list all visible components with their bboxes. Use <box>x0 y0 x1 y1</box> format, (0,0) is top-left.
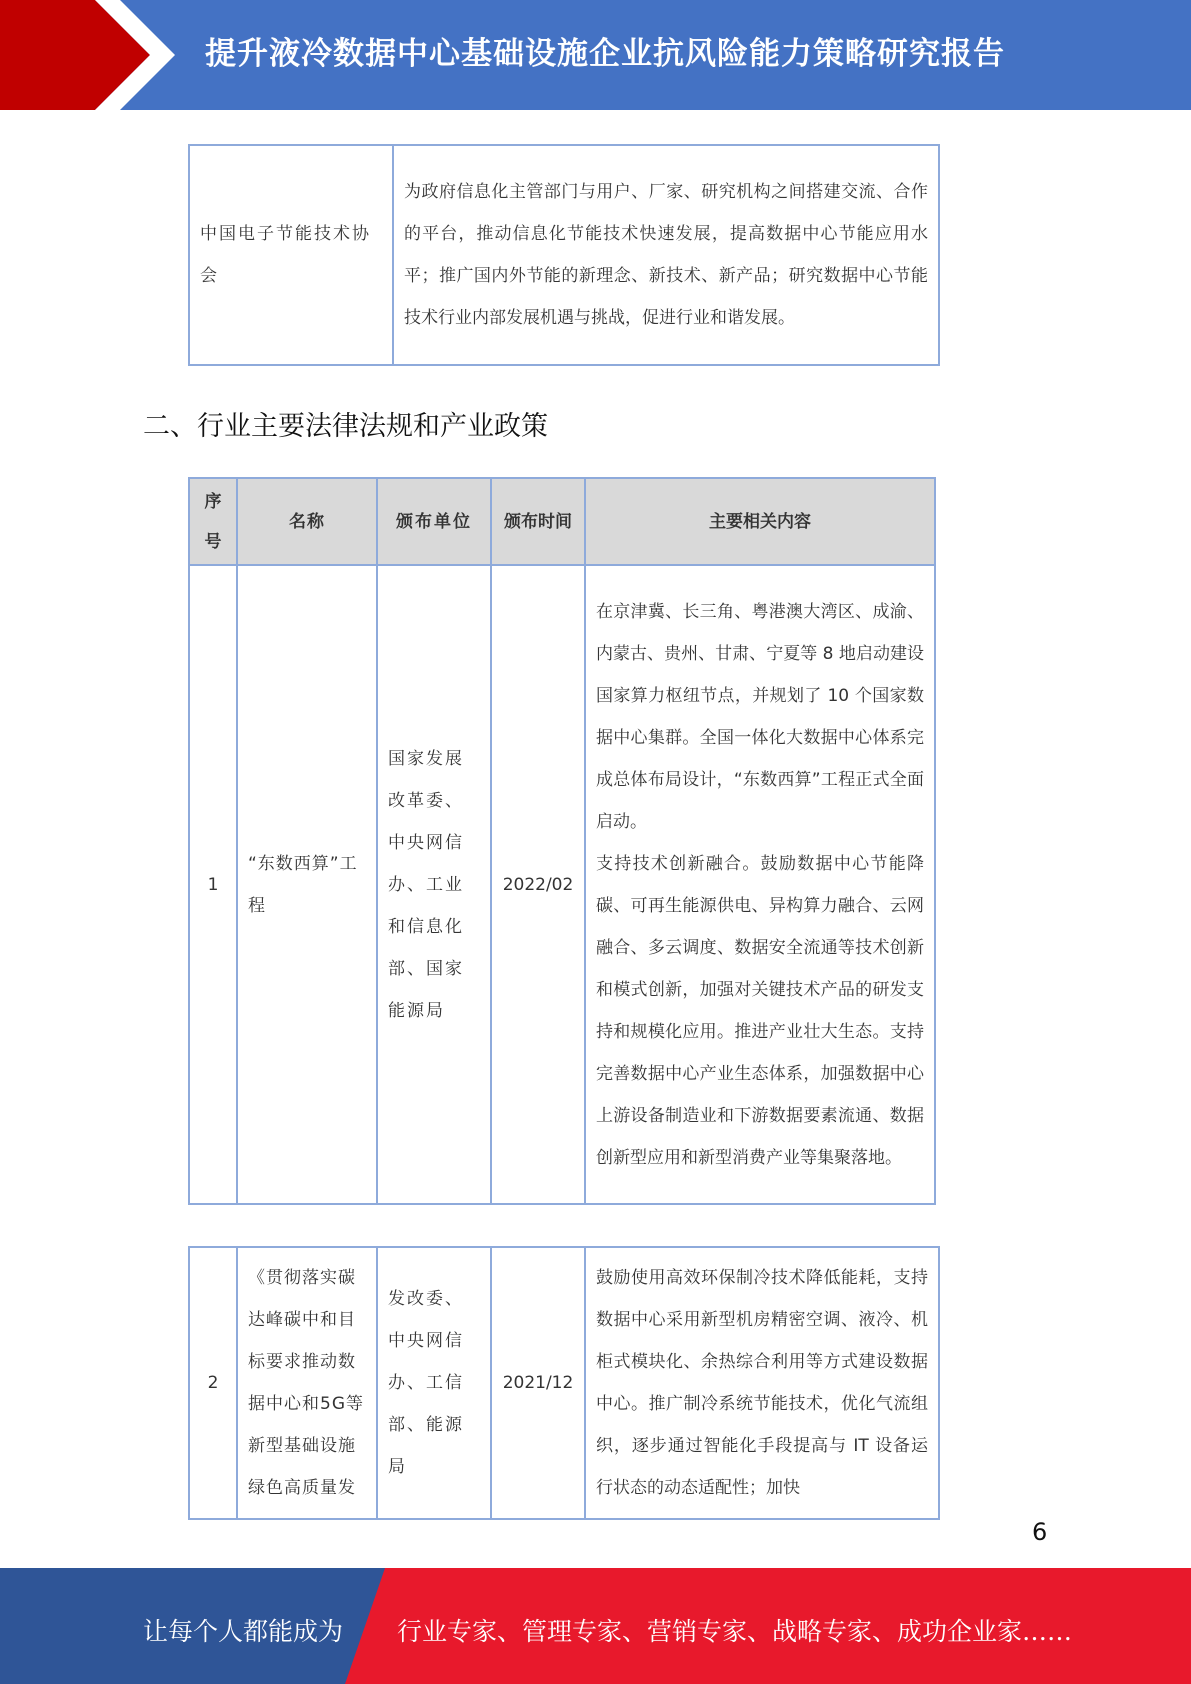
row-content-paragraph: 在京津冀、长三角、粤港澳大湾区、成渝、内蒙古、贵州、甘肃、宁夏等 8 地启动建设国家算力枢纽节点，并规划了 10 个国家数据中心集群。全国一体化大数据中心体系完成总体布局设计，“东数西算”工程正式全面启动。 <box>596 601 924 832</box>
header-content: 主要相关内容 <box>585 478 935 565</box>
association-description: 为政府信息化主管部门与用户、厂家、研究机构之间搭建交流、合作的平台，推动信息化节能技术快速发展，提高数据中心节能应用水平；推广国内外节能的新理念、新技术、新产品；研究数据中心节能技术行业内部发展机遇与挑战，促进行业和谐发展。 <box>393 145 939 365</box>
page-number: 6 <box>1032 1518 1048 1546</box>
section-heading: 二、行业主要法律法规和产业政策 <box>143 411 548 442</box>
row-no: 2 <box>189 1247 237 1519</box>
row-name: 《贯彻落实碳达峰碳中和目标要求推动数据中心和5G等新型基础设施绿色高质量发 <box>237 1247 377 1519</box>
page-footer <box>0 1568 1191 1684</box>
row-date: 2021/12 <box>491 1247 585 1519</box>
row-name: “东数西算”工程 <box>237 565 377 1204</box>
table-row <box>189 145 939 365</box>
row-no: 1 <box>189 565 237 1204</box>
row-unit: 发改委、中央网信办、工信部、能源局 <box>377 1247 491 1519</box>
association-table <box>188 144 940 366</box>
row-date: 2022/02 <box>491 565 585 1204</box>
header-name: 名称 <box>237 478 377 565</box>
row-content <box>585 565 935 1204</box>
header-date: 颁布时间 <box>491 478 585 565</box>
footer-slogan-left: 让每个人都能成为 <box>143 1617 344 1646</box>
page-header <box>0 0 1191 110</box>
footer-slogan-right: 行业专家、管理专家、营销专家、战略专家、成功企业家…… <box>397 1617 1073 1646</box>
row-content: 鼓励使用高效环保制冷技术降低能耗，支持数据中心采用新型机房精密空调、液冷、机柜式模块化、余热综合利用等方式建设数据中心。推广制冷系统节能技术，优化气流组织，逐步通过智能化手段提高与 IT 设备运行状态的动态适配性；加快 <box>585 1247 939 1519</box>
policy-table <box>188 477 936 1205</box>
header-unit: 颁布单位 <box>377 478 491 565</box>
report-title: 提升液冷数据中心基础设施企业抗风险能力策略研究报告 <box>205 36 1005 72</box>
table-row <box>189 565 935 1204</box>
policy-table-continued <box>188 1246 940 1520</box>
association-name: 中国电子节能技术协会 <box>189 145 393 365</box>
row-content-paragraph: 支持技术创新融合。鼓励数据中心节能降碳、可再生能源供电、异构算力融合、云网融合、多云调度、数据安全流通等技术创新和模式创新，加强对关键技术产品的研发支持和规模化应用。推进产业壮大生态。支持完善数据中心产业生态体系，加强数据中心上游设备制造业和下游数据要素流通、数据创新型应用和新型消费产业等集聚落地。 <box>596 853 924 1168</box>
header-no: 序号 <box>189 478 237 565</box>
table-header-row <box>189 478 935 565</box>
row-unit: 国家发展改革委、中央网信办、工业和信息化部、国家能源局 <box>377 565 491 1204</box>
table-row <box>189 1247 939 1519</box>
